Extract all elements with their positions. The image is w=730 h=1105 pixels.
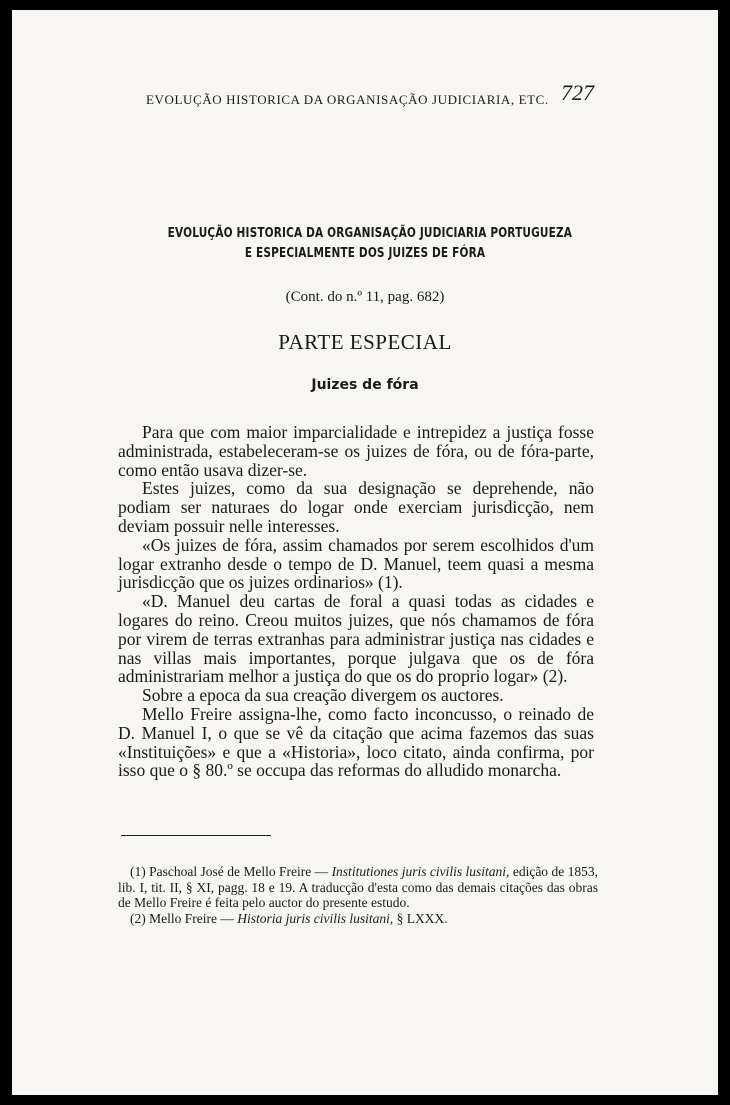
paragraph: «D. Manuel deu cartas de foral a quasi todas as cidades e logares do reino. Creou muitos juizes, que nós chamamos de fóra por virem de terras extranhas para administrar justiça nas cidades e nas villas mais importantes, porque julgava que os de fóra administrariam melhor a justiça do que os do proprio logar» (2). xyxy=(118,591,594,687)
article-title xyxy=(167,223,573,263)
paragraph: Para que com maior imparcialidade e intrepidez a justiça fosse administrada, estabeleceram-se os juizes de fóra, ou de fóra-parte, como então usava dizer-se. xyxy=(118,422,594,480)
section-heading: Juizes de fóra xyxy=(311,377,419,393)
body-text xyxy=(118,423,594,780)
footnote-1-rest: edição de 1853, lib. I, tit. II, § XI, pagg. 18 e 19. A traducção d'esta como das demais citações das obras de Mello Freire é feita pelo auctor do presente estudo. xyxy=(118,864,598,911)
footnote-1 xyxy=(118,864,598,911)
paragraph: «Os juizes de fóra, assim chamados por serem escolhidos d'um logar extranho desde o tempo de D. Manuel, teem quasi a mesma jurisdicção que os juizes ordinarios» (1). xyxy=(118,534,594,593)
running-header: EVOLUÇÃO HISTORICA DA ORGANISAÇÃO JUDICIARIA, ETC. xyxy=(146,92,549,107)
footnote-1-title: Institutiones juris civilis lusitani, xyxy=(331,864,510,879)
document-page xyxy=(12,10,718,1095)
continuation-note: (Cont. do n.º 11, pag. 682) xyxy=(285,289,445,305)
page-number: 727 xyxy=(561,80,594,105)
footnote-divider xyxy=(121,835,271,836)
footnote-2-rest: § LXXX. xyxy=(393,910,448,926)
footnotes xyxy=(118,864,598,926)
paragraph: Mello Freire assigna-lhe, como facto inconcusso, o reinado de D. Manuel I, o que se vê da citação que acima fazemos das suas «Instituições» e que a «Historia», loco citato, ainda confirma, por isso que o § 80.º se occupa das reformas do alludido monarcha. xyxy=(118,703,594,781)
footnote-2-prefix: (2) Mello Freire — xyxy=(130,910,238,926)
footnote-1-prefix: (1) Paschoal José de Mello Freire — xyxy=(130,864,332,879)
paragraph: Estes juizes, como da sua designação se deprehende, não podiam ser naturaes do logar onde exerciam jurisdicção, nem deviam possuir nelle interesses. xyxy=(118,478,594,536)
article-title-line-2: E ESPECIALMENTE DOS JUIZES DE FÓRA xyxy=(244,245,486,261)
footnote-2-title: Historia juris civilis lusitani, xyxy=(237,910,394,926)
article-title-line-1: EVOLUÇÃO HISTORICA DA ORGANISAÇÃO JUDICIARIA PORTUGUEZA xyxy=(167,225,573,241)
footnote-2 xyxy=(118,911,598,927)
paragraph: Sobre a epoca da sua creação divergem os auctores. xyxy=(142,685,504,706)
part-heading: PARTE ESPECIAL xyxy=(278,330,452,354)
